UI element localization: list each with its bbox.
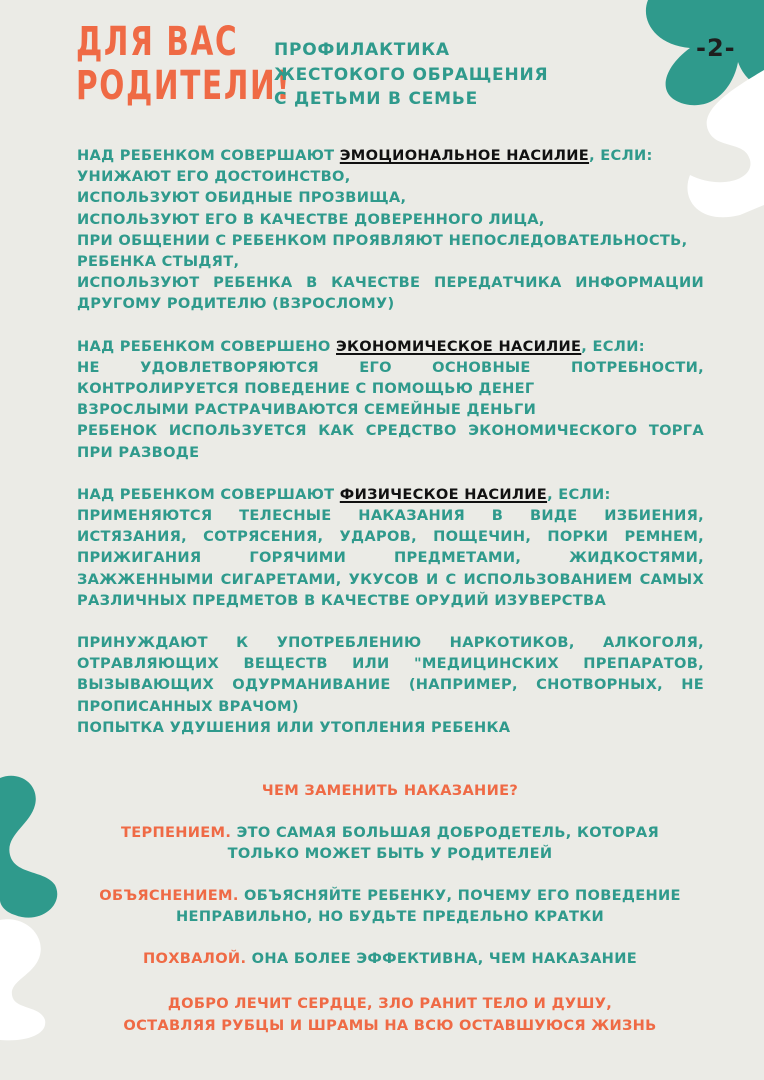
section-intro: НАД РЕБЕНКОМ СОВЕРШЕНО ЭКОНОМИЧЕСКОЕ НАСИЛИЕ, ЕСЛИ: <box>77 337 645 355</box>
tip-explanation-continued: НЕПРАВИЛЬНО, НО БУДЬТЕ ПРЕДЕЛЬНО КРАТКИ <box>176 908 604 925</box>
list-item: ПРИНУЖДАЮТ К УПОТРЕБЛЕНИЮ НАРКОТИКОВ, АЛКОГОЛЯ, ОТРАВЛЯЮЩИХ ВЕЩЕСТВ ИЛИ "МЕДИЦИНСКИХ ПРЕПАРАТОВ, ВЫЗЫВАЮЩИХ ОДУРМАНИВАНИЕ (НАПРИМЕР, СНОТВОРНЫХ, НЕ ПРОПИСАННЫХ ВРАЧОМ) <box>77 634 704 715</box>
page-number: -2- <box>696 34 736 62</box>
tip-explanation: ОБЪЯСНЕНИЕМ. ОБЪЯСНЯЙТЕ РЕБЕНКУ, ПОЧЕМУ ЕГО ПОВЕДЕНИЕ <box>99 886 681 904</box>
list-item: ИСПОЛЬЗУЮТ РЕБЕНКА В КАЧЕСТВЕ ПЕРЕДАТЧИКА ИНФОРМАЦИИ ДРУГОМУ РОДИТЕЛЮ (ВЗРОСЛОМУ) <box>77 274 704 313</box>
abuse-term: ФИЗИЧЕСКОЕ НАСИЛИЕ <box>339 485 548 503</box>
section-intro: НАД РЕБЕНКОМ СОВЕРШАЮТ ФИЗИЧЕСКОЕ НАСИЛИЕ, ЕСЛИ: <box>77 485 611 503</box>
tip-key: ОБЪЯСНЕНИЕМ. <box>99 886 239 904</box>
alternatives-section <box>60 780 720 1036</box>
list-item: РЕБЕНКА СТЫДЯТ, <box>77 253 240 271</box>
economic-abuse-section <box>77 336 704 463</box>
physical-abuse-section <box>77 484 704 611</box>
tip-key: ТЕРПЕНИЕМ. <box>120 823 232 841</box>
closing-quote-line2: ОСТАВЛЯЯ РУБЦЫ И ШРАМЫ НА ВСЮ ОСТАВШУЮСЯ ЖИЗНЬ <box>123 1016 657 1034</box>
list-item: РЕБЕНОК ИСПОЛЬЗУЕТСЯ КАК СРЕДСТВО ЭКОНОМИЧЕСКОГО ТОРГА ПРИ РАЗВОДЕ <box>77 422 704 461</box>
list-item: ВЗРОСЛЫМИ РАСТРАЧИВАЮТСЯ СЕМЕЙНЫЕ ДЕНЬГИ <box>77 401 537 419</box>
list-item: КОНТРОЛИРУЕТСЯ ПОВЕДЕНИЕ С ПОМОЩЬЮ ДЕНЕГ <box>77 380 535 398</box>
page-title <box>76 20 291 108</box>
list-item: ПРИ ОБЩЕНИИ С РЕБЕНКОМ ПРОЯВЛЯЮТ НЕПОСЛЕДОВАТЕЛЬНОСТЬ, <box>77 231 688 249</box>
list-item: УНИЖАЮТ ЕГО ДОСТОИНСТВО, <box>77 168 351 186</box>
main-content <box>77 145 704 759</box>
list-item: ИСПОЛЬЗУЮТ ОБИДНЫЕ ПРОЗВИЩА, <box>77 189 407 207</box>
subtitle-line: ЖЕСТОКОГО ОБРАЩЕНИЯ <box>274 64 549 85</box>
teal-squiggle-shape <box>0 776 57 918</box>
closing-quote-line1: ДОБРО ЛЕЧИТ СЕРДЦЕ, ЗЛО РАНИТ ТЕЛО И ДУШУ, <box>167 995 613 1012</box>
section-intro: НАД РЕБЕНКОМ СОВЕРШАЮТ ЭМОЦИОНАЛЬНОЕ НАСИЛИЕ, ЕСЛИ: <box>77 147 653 164</box>
alternatives-question: ЧЕМ ЗАМЕНИТЬ НАКАЗАНИЕ? <box>261 782 519 799</box>
subtitle-line: ПРОФИЛАКТИКА <box>274 40 450 60</box>
list-item: ИСПОЛЬЗУЮТ ЕГО В КАЧЕСТВЕ ДОВЕРЕННОГО ЛИЦА, <box>77 210 545 228</box>
list-item: ПРИМЕНЯЮТСЯ ТЕЛЕСНЫЕ НАКАЗАНИЯ В ВИДЕ ИЗБИЕНИЯ, ИСТЯЗАНИЯ, СОТРЯСЕНИЯ, УДАРОВ, ПОЩЕЧИН, ПОРКИ РЕМНЕМ, ПРИЖИГАНИЯ ГОРЯЧИМИ ПРЕДМЕТАМИ, ЖИДКОСТЯМИ, ЗАЖЖЕННЫМИ СИГАРЕТАМИ, УКУСОВ И С ИСПОЛЬЗОВАНИЕМ САМЫХ РАЗЛИЧНЫХ ПРЕДМЕТОВ В КАЧЕСТВЕ ОРУДИЙ ИЗУВЕРСТВА <box>77 507 704 609</box>
subtitle-line: С ДЕТЬМИ В СЕМЬЕ <box>274 89 479 109</box>
tip-praise: ПОХВАЛОЙ. ОНА БОЛЕЕ ЭФФЕКТИВНА, ЧЕМ НАКАЗАНИЕ <box>143 949 637 967</box>
page-subtitle <box>274 38 548 112</box>
emotional-abuse-section <box>77 145 704 315</box>
tip-patience: ТЕРПЕНИЕМ. ЭТО САМАЯ БОЛЬШАЯ ДОБРОДЕТЕЛЬ, КОТОРАЯ <box>120 823 660 841</box>
page-title-line1: ДЛЯ ВАС <box>76 19 239 65</box>
white-squiggle-bottom-shape <box>0 919 45 1040</box>
abuse-term: ЭКОНОМИЧЕСКОЕ НАСИЛИЕ <box>336 337 582 355</box>
substance-abuse-section <box>77 632 704 738</box>
list-item: НЕ УДОВЛЕТВОРЯЮТСЯ ЕГО ОСНОВНЫЕ ПОТРЕБНОСТИ, <box>77 358 704 376</box>
list-item: ПОПЫТКА УДУШЕНИЯ ИЛИ УТОПЛЕНИЯ РЕБЕНКА <box>77 718 511 736</box>
tip-patience-continued: ТОЛЬКО МОЖЕТ БЫТЬ У РОДИТЕЛЕЙ <box>227 845 553 862</box>
page-title-line2: РОДИТЕЛИ! <box>76 63 292 109</box>
abuse-term: ЭМОЦИОНАЛЬНОЕ НАСИЛИЕ <box>339 147 590 164</box>
tip-key: ПОХВАЛОЙ. <box>143 949 247 967</box>
